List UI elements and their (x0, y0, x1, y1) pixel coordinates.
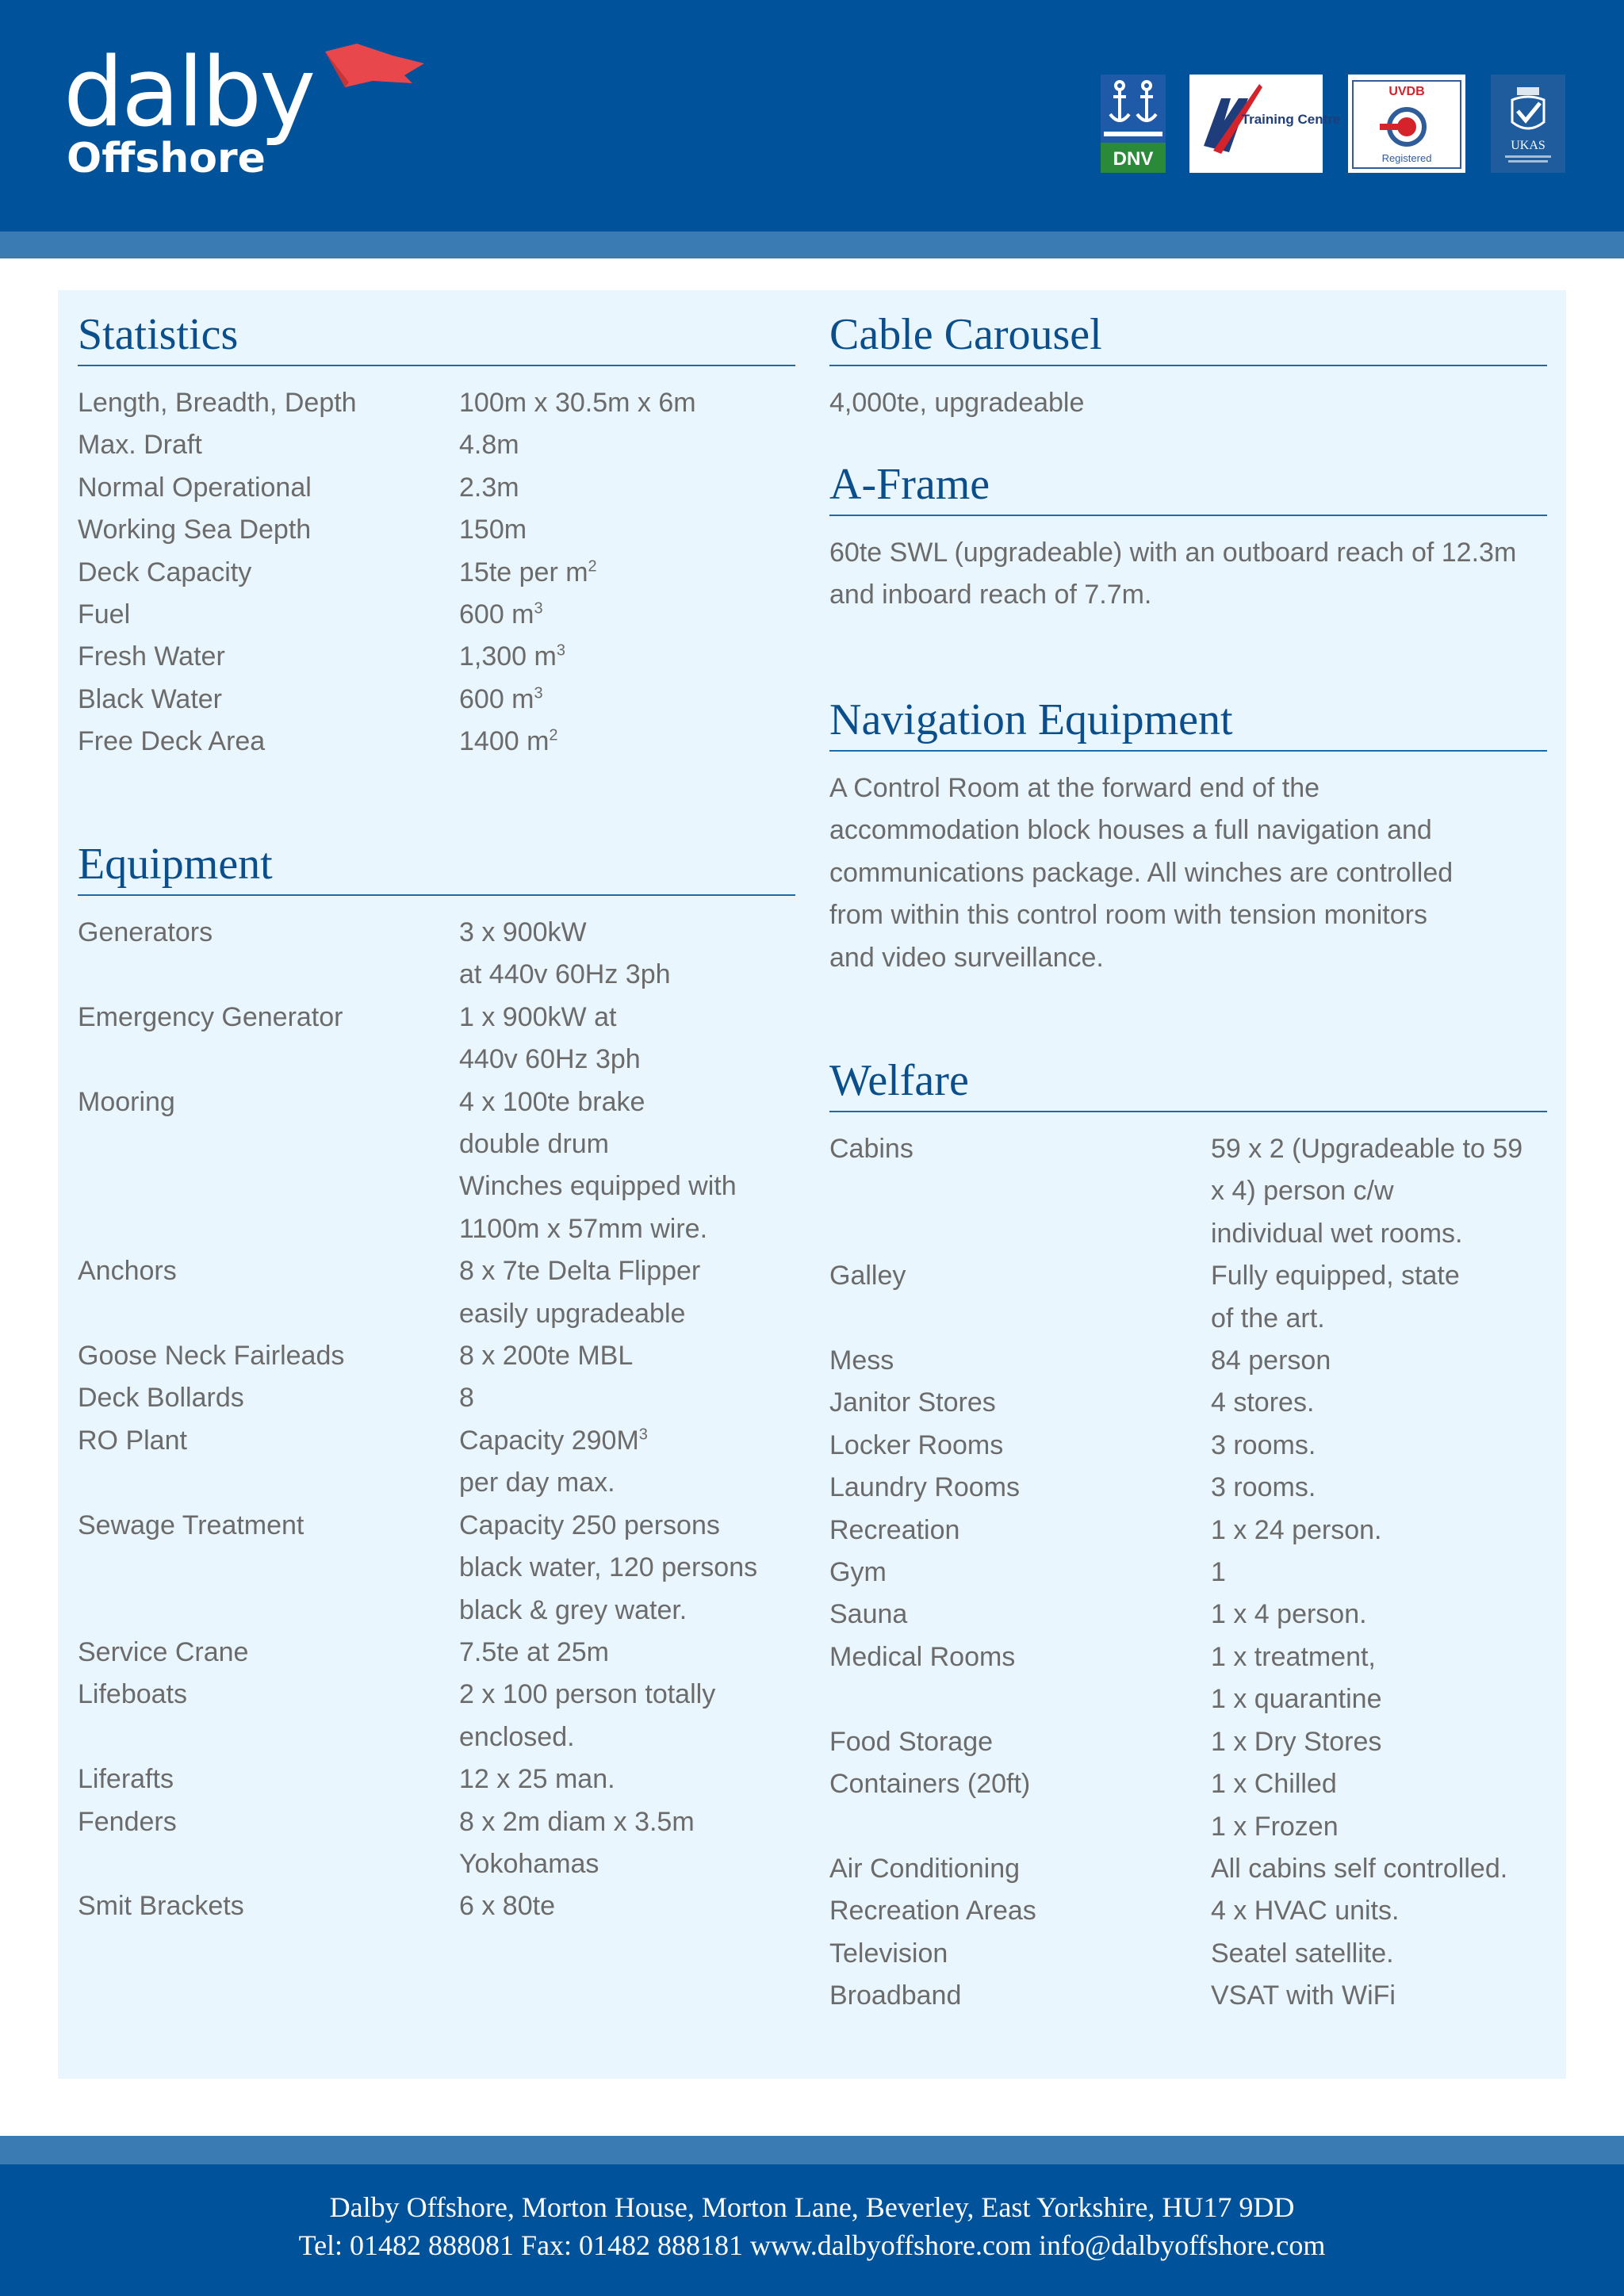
equipment-value-line: easily upgradeable (459, 1298, 686, 1329)
welfare-value-line: 1 x Frozen (1211, 1811, 1339, 1842)
stat-label: Max. Draft (78, 430, 202, 461)
equipment-value-text: Capacity 290M (459, 1425, 639, 1456)
equipment-value-line: 6 x 80te (459, 1891, 555, 1922)
stat-value: 100m x 30.5m x 6m (459, 388, 696, 418)
rya-training-centre-logo (1189, 75, 1341, 173)
welfare-value-line: Seatel satellite. (1211, 1938, 1394, 1969)
navigation-line: accommodation block houses a full navigation and (829, 815, 1432, 846)
equipment-row (78, 1081, 795, 1251)
ukas-logo-text: UKAS (1511, 139, 1545, 152)
welfare-label: Air Conditioning (829, 1853, 1021, 1884)
welfare-value (1211, 1382, 1547, 1424)
equipment-table (78, 912, 795, 1928)
welfare-row (829, 1890, 1547, 1932)
welfare-value (1211, 1340, 1547, 1382)
welfare-value-line: x 4) person c/w (1211, 1176, 1394, 1207)
welfare-label: Laundry Rooms (829, 1472, 1021, 1503)
stat-row (78, 382, 795, 424)
welfare-label: Cabins (829, 1134, 914, 1164)
stat-label: Working Sea Depth (78, 515, 312, 545)
stat-row (78, 509, 795, 551)
stat-unit-superscript: 3 (534, 684, 543, 702)
ukas-logo (1491, 75, 1565, 173)
welfare-label: Recreation Areas (829, 1896, 1036, 1927)
equipment-label: Liferafts (78, 1764, 174, 1795)
stat-value (459, 594, 795, 636)
stat-unit-superscript: 3 (534, 599, 543, 618)
welfare-value (1211, 1636, 1547, 1721)
welfare-label: Recreation (829, 1514, 960, 1545)
equipment-row (78, 1377, 795, 1419)
welfare-row (829, 1552, 1547, 1594)
welfare-row (829, 1255, 1547, 1340)
welfare-row (829, 1721, 1547, 1763)
welfare-row (829, 1128, 1547, 1255)
equipment-label: Lifeboats (78, 1679, 187, 1710)
welfare-value-line: of the art. (1211, 1303, 1325, 1334)
equipment-value (459, 1674, 795, 1758)
welfare-heading: Welfare (829, 1054, 1547, 1112)
equipment-value (459, 1505, 795, 1632)
uvdb-logo-text: UVDB (1388, 85, 1425, 98)
equipment-row (78, 1885, 795, 1927)
cable-carousel-heading: Cable Carousel (829, 308, 1547, 366)
a-frame-text (829, 532, 1547, 617)
equipment-value-line: Winches equipped with (459, 1171, 737, 1202)
equipment-row (78, 1674, 795, 1758)
welfare-value-line: 59 x 2 (Upgradeable to 59 (1211, 1134, 1523, 1164)
welfare-value (1211, 1594, 1547, 1636)
footer-stripe (0, 2136, 1624, 2164)
welfare-value (1211, 1255, 1547, 1340)
welfare-value-line: 3 rooms. (1211, 1429, 1316, 1460)
navigation-equipment-text (829, 767, 1547, 979)
page-header (0, 0, 1624, 232)
welfare-label: Locker Rooms (829, 1429, 1004, 1460)
welfare-row (829, 1933, 1547, 1975)
stat-value (459, 679, 795, 721)
welfare-row (829, 1975, 1547, 2017)
welfare-value-line: 3 rooms. (1211, 1472, 1316, 1503)
welfare-row (829, 1594, 1547, 1636)
equipment-value-line: per day max. (459, 1468, 615, 1498)
welfare-label: Broadband (829, 1980, 962, 2011)
page-footer (0, 2164, 1624, 2296)
welfare-value-line: 84 person (1211, 1345, 1331, 1376)
stat-value-text: 1400 m (459, 726, 550, 757)
welfare-value (1211, 1848, 1547, 1890)
stat-unit-superscript: 2 (549, 726, 558, 744)
welfare-value-line: Fully equipped, state (1211, 1261, 1460, 1292)
stat-value-text: 600 m (459, 599, 534, 630)
stat-value-text: 600 m (459, 683, 534, 714)
welfare-value (1211, 1425, 1547, 1467)
equipment-value (459, 1632, 795, 1674)
welfare-label: Food Storage (829, 1726, 994, 1757)
equipment-value-line: 2 x 100 person totally (459, 1679, 716, 1710)
navigation-line: from within this control room with tension monitors (829, 900, 1427, 931)
spec-panel (58, 290, 1566, 2079)
navigation-line: communications package. All winches are controlled (829, 857, 1454, 888)
footer-address: Dalby Offshore, Morton House, Morton Lane, Beverley, East Yorkshire, HU17 9DD (329, 2191, 1295, 2223)
equipment-unit-superscript: 3 (638, 1425, 648, 1444)
equipment-value (459, 1250, 795, 1335)
equipment-label: Anchors (78, 1256, 177, 1287)
welfare-value-line: 1 x 24 person. (1211, 1514, 1382, 1545)
stat-unit-superscript: 2 (588, 557, 597, 576)
equipment-label: Goose Neck Fairleads (78, 1341, 345, 1372)
equipment-value (459, 997, 795, 1081)
equipment-row (78, 1801, 795, 1886)
equipment-value-line: 12 x 25 man. (459, 1764, 615, 1795)
footer-contact: Tel: 01482 888081 Fax: 01482 888181 www.dalbyoffshore.com info@dalbyoffshore.com (298, 2229, 1326, 2261)
stat-label: Fuel (78, 599, 131, 630)
welfare-value-line: 1 x treatment, (1211, 1641, 1376, 1672)
stat-value (459, 552, 795, 594)
stat-value-text: 1,300 m (459, 641, 557, 672)
welfare-value (1211, 1510, 1547, 1552)
equipment-row (78, 1250, 795, 1335)
welfare-label: Galley (829, 1261, 906, 1292)
equipment-value-line (459, 1420, 795, 1462)
welfare-value-line: individual wet rooms. (1211, 1218, 1463, 1249)
equipment-value-line: Yokohamas (459, 1848, 599, 1879)
stat-label: Fresh Water (78, 641, 225, 672)
equipment-value-line: black water, 120 persons (459, 1552, 758, 1583)
equipment-label: Mooring (78, 1086, 175, 1117)
welfare-row (829, 1382, 1547, 1424)
welfare-value (1211, 1721, 1547, 1763)
cable-carousel-text: 4,000te, upgradeable (829, 388, 1085, 418)
equipment-value (459, 1377, 795, 1419)
welfare-value-line: 4 x HVAC units. (1211, 1896, 1400, 1927)
equipment-value-line: 4 x 100te brake (459, 1086, 645, 1117)
equipment-value-line: black & grey water. (459, 1594, 688, 1625)
welfare-value-line: 1 x quarantine (1211, 1684, 1382, 1715)
welfare-value-line: 1 x 4 person. (1211, 1599, 1367, 1630)
welfare-label: Sauna (829, 1599, 908, 1630)
welfare-row (829, 1425, 1547, 1467)
uvdb-registered-text: Registered (1381, 152, 1432, 164)
equipment-value-line: 1 x 900kW at (459, 1001, 617, 1032)
welfare-value-line: 1 x Dry Stores (1211, 1726, 1382, 1757)
stat-label: Normal Operational (78, 472, 312, 503)
equipment-value-line: 8 x 200te MBL (459, 1341, 634, 1372)
welfare-label: Mess (829, 1345, 894, 1376)
welfare-table (829, 1128, 1547, 2018)
header-stripe (0, 232, 1624, 258)
navigation-line: and video surveillance. (829, 942, 1104, 973)
stat-row (78, 467, 795, 509)
welfare-value-line: 4 stores. (1211, 1387, 1315, 1418)
equipment-value (459, 1885, 795, 1927)
welfare-value (1211, 1467, 1547, 1509)
welfare-row (829, 1848, 1547, 1890)
rya-logo-text: Training Centre (1241, 112, 1341, 127)
equipment-label: Generators (78, 917, 213, 947)
stat-label: Black Water (78, 683, 223, 714)
dnv-certification-logo (1101, 75, 1166, 173)
equipment-value-line: 8 x 2m diam x 3.5m (459, 1806, 695, 1837)
equipment-value-line: 8 x 7te Delta Flipper (459, 1256, 701, 1287)
equipment-value-line: at 440v 60Hz 3ph (459, 959, 671, 990)
welfare-value (1211, 1890, 1547, 1932)
equipment-value (459, 1758, 795, 1800)
equipment-value-line: 7.5te at 25m (459, 1636, 610, 1667)
equipment-value (459, 1801, 795, 1886)
equipment-label: Fenders (78, 1806, 177, 1837)
stat-value (459, 721, 795, 763)
welfare-label: Gym (829, 1557, 887, 1588)
stat-value: 2.3m (459, 472, 519, 503)
equipment-row (78, 997, 795, 1081)
stat-value (459, 636, 795, 678)
welfare-value (1211, 1128, 1547, 1255)
equipment-value-line: 3 x 900kW (459, 917, 587, 947)
dnv-logo-text: DNV (1113, 148, 1154, 170)
stat-row (78, 721, 795, 763)
welfare-value (1211, 1975, 1547, 2017)
equipment-value-line: 8 (459, 1383, 474, 1414)
welfare-value-line: 1 x Chilled (1211, 1769, 1337, 1800)
equipment-value-line: 440v 60Hz 3ph (459, 1044, 641, 1075)
equipment-value-line: Capacity 250 persons (459, 1510, 720, 1540)
welfare-value-line: VSAT with WiFi (1211, 1980, 1396, 2011)
navigation-equipment-heading: Navigation Equipment (829, 693, 1547, 752)
a-frame-line: and inboard reach of 7.7m. (829, 580, 1152, 610)
welfare-value (1211, 1552, 1547, 1594)
equipment-label: Smit Brackets (78, 1891, 244, 1922)
equipment-value (459, 912, 795, 997)
equipment-row (78, 1758, 795, 1800)
equipment-label: Service Crane (78, 1636, 249, 1667)
welfare-value-line: 1 (1211, 1557, 1226, 1588)
a-frame-heading: A-Frame (829, 457, 1547, 516)
stat-label: Length, Breadth, Depth (78, 388, 357, 418)
stat-label: Free Deck Area (78, 726, 266, 757)
welfare-label: Janitor Stores (829, 1387, 996, 1418)
welfare-label: Television (829, 1938, 948, 1969)
equipment-label: Deck Bollards (78, 1383, 244, 1414)
logo-word: dalby (63, 38, 314, 148)
welfare-row (829, 1510, 1547, 1552)
welfare-row (829, 1467, 1547, 1509)
stat-value: 4.8m (459, 430, 519, 461)
equipment-label: Sewage Treatment (78, 1510, 304, 1540)
equipment-value-line: double drum (459, 1129, 610, 1160)
equipment-value (459, 1081, 795, 1251)
navigation-line: A Control Room at the forward end of the (829, 773, 1320, 803)
statistics-table (78, 382, 795, 763)
equipment-value (459, 1420, 795, 1505)
stat-label: Deck Capacity (78, 557, 252, 587)
welfare-row (829, 1763, 1547, 1848)
stat-row (78, 594, 795, 636)
equipment-label: RO Plant (78, 1425, 187, 1456)
welfare-value (1211, 1933, 1547, 1975)
welfare-row (829, 1340, 1547, 1382)
equipment-row (78, 1420, 795, 1505)
stat-unit-superscript: 3 (556, 642, 565, 660)
welfare-label: Containers (20ft) (829, 1769, 1031, 1800)
equipment-heading: Equipment (78, 837, 795, 896)
welfare-value (1211, 1763, 1547, 1848)
statistics-heading: Statistics (78, 308, 795, 366)
equipment-value-line: 1100m x 57mm wire. (459, 1213, 708, 1244)
stat-value: 150m (459, 515, 527, 545)
welfare-label: Medical Rooms (829, 1641, 1016, 1672)
dalby-offshore-logo (63, 40, 381, 190)
equipment-row (78, 1335, 795, 1377)
stat-row (78, 552, 795, 594)
equipment-value-line: enclosed. (459, 1721, 575, 1752)
equipment-label: Emergency Generator (78, 1001, 343, 1032)
stat-row (78, 636, 795, 678)
uvdb-registered-logo (1348, 75, 1465, 173)
welfare-row (829, 1636, 1547, 1721)
equipment-value (459, 1335, 795, 1377)
stat-row (78, 424, 795, 466)
equipment-row (78, 1632, 795, 1674)
equipment-row (78, 912, 795, 997)
stat-value-text: 15te per m (459, 557, 588, 587)
a-frame-line: 60te SWL (upgradeable) with an outboard reach of 12.3m (829, 538, 1517, 568)
stat-row (78, 679, 795, 721)
welfare-value-line: All cabins self controlled. (1211, 1853, 1508, 1884)
equipment-row (78, 1505, 795, 1632)
logo-subtitle: Offshore (67, 135, 266, 182)
